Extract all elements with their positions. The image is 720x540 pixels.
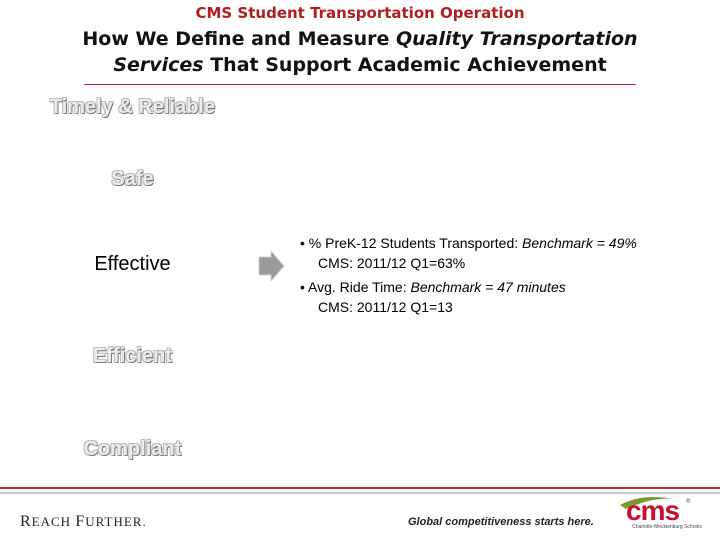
title-part2: That Support Academic Achievement (203, 54, 607, 76)
metric-ride-time (300, 277, 710, 317)
title-italic2: Services (113, 54, 204, 76)
reach-further-slogan (20, 513, 147, 531)
category-efficient: Efficient (93, 345, 172, 367)
logo-registered-mark: ® (686, 499, 691, 505)
cms-logo (612, 495, 712, 531)
metric-label: Avg. Ride Time: (308, 279, 407, 295)
footer-tagline: Global competitiveness starts here. (408, 516, 594, 528)
bullet-marker: • (300, 279, 309, 295)
metric-students-transported (300, 233, 710, 273)
metrics-list (300, 233, 710, 321)
header-divider (84, 84, 636, 85)
slogan-initial-r: R (20, 513, 32, 530)
metric-cms-value: CMS: 2011/12 Q1=63% (318, 255, 466, 271)
metric-benchmark: Benchmark = 49% (522, 235, 637, 251)
page-title (0, 26, 720, 78)
category-timely-reliable: Timely & Reliable (49, 96, 216, 118)
metric-label: PreK-12 Students Transported (325, 235, 515, 251)
bullet-marker: • % (300, 235, 326, 251)
footer-divider-red (0, 487, 720, 489)
logo-wordmark: cms (626, 495, 680, 526)
metric-cms-value: CMS: 2011/12 Q1=13 (318, 299, 453, 315)
category-effective: Effective (94, 253, 171, 275)
slogan-urther: URTHER. (85, 514, 147, 529)
metric-separator: : (514, 235, 523, 251)
slogan-each: EACH (31, 514, 76, 529)
title-italic1: Quality Transportation (395, 28, 638, 50)
header-subtitle: CMS Student Transportation Operation (195, 4, 525, 22)
metric-benchmark: Benchmark = 47 minutes (410, 279, 566, 295)
footer-divider-gray (0, 492, 720, 494)
slogan-initial-f: F (75, 513, 86, 530)
category-safe: Safe (111, 168, 154, 190)
title-part1: How We Define and Measure (82, 28, 396, 50)
logo-subtext: Charlotte-Mecklenburg Schools (632, 524, 702, 530)
category-compliant: Compliant (83, 438, 182, 460)
arrow-right-icon (257, 251, 285, 281)
